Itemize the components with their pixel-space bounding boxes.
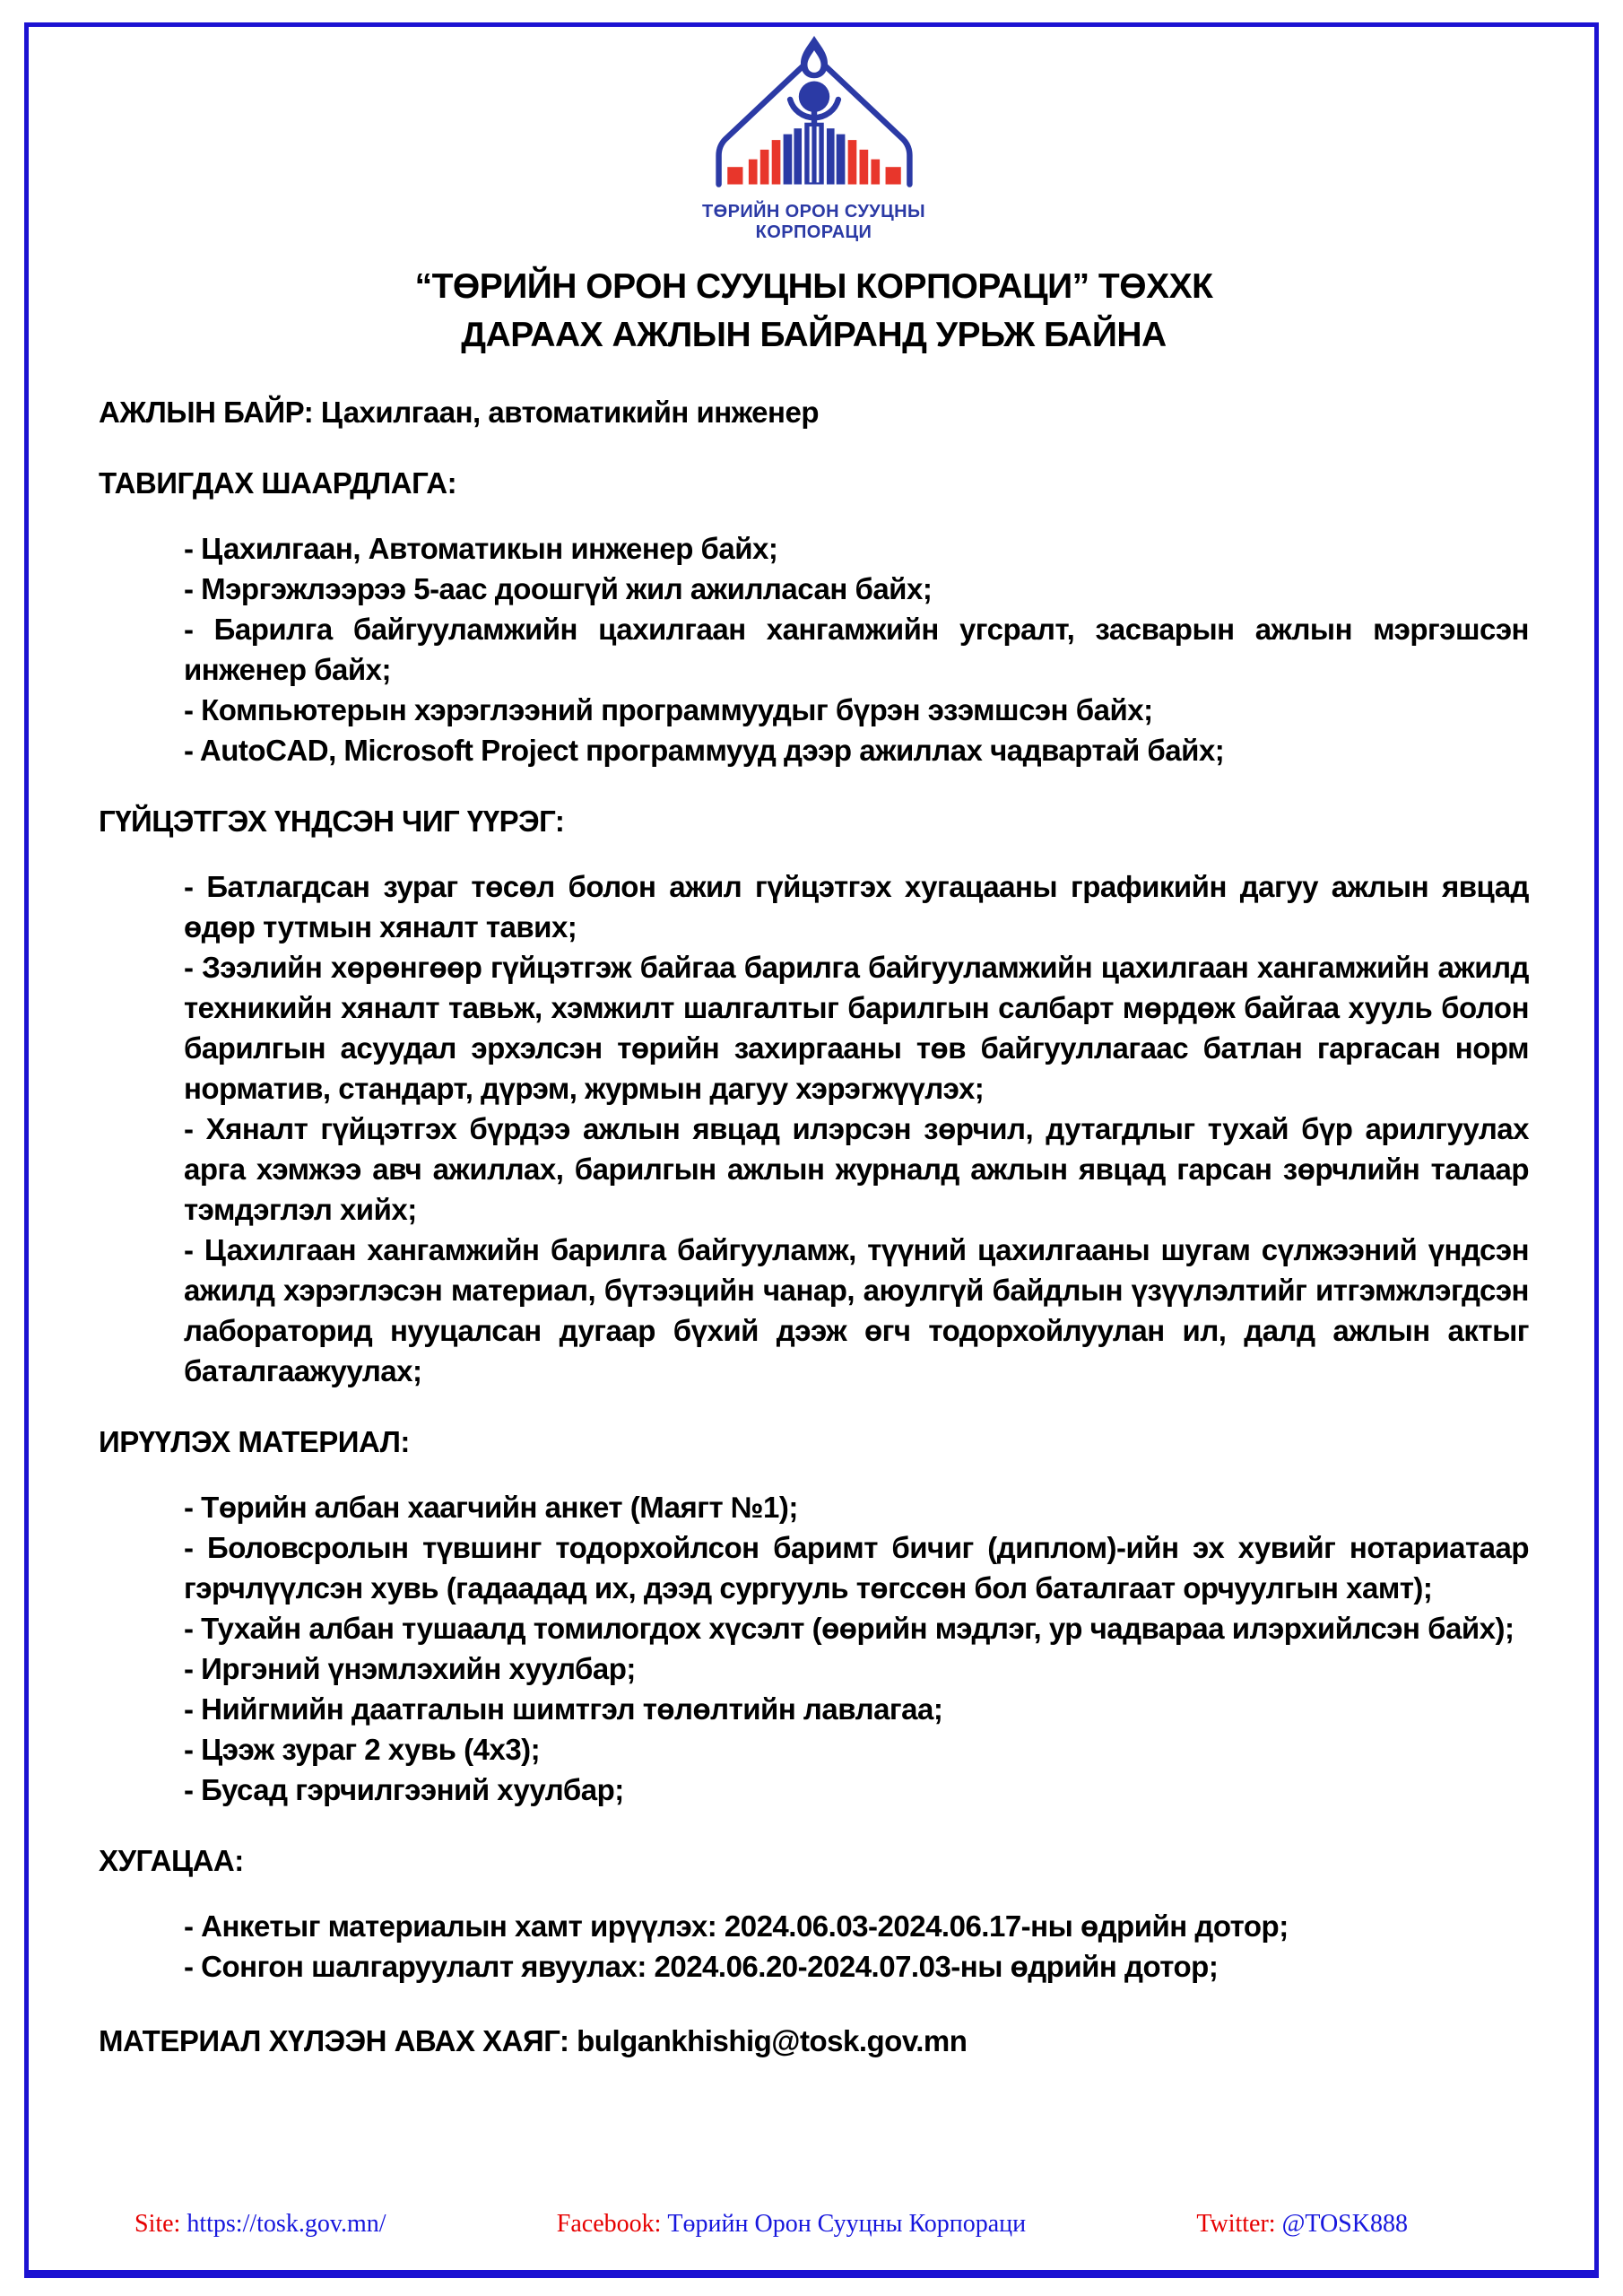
title-line1: “ТӨРИЙН ОРОН СУУЦНЫ КОРПОРАЦИ” ТӨХХК: [414, 267, 1213, 306]
list-item: - Компьютерын хэрэглээний программуудыг бүрэн эзэмшсэн байх;: [184, 693, 1153, 726]
job-position-line: [99, 392, 1529, 432]
list-item: - Бусад гэрчилгээний хуулбар;: [184, 1773, 624, 1806]
site-label: Site:: [135, 2210, 181, 2238]
list-item: - AutoCAD, Microsoft Project программууд дээр ажиллах чадвартай байх;: [184, 734, 1225, 767]
list-item: - Барилга байгууламжийн цахилгаан хангамжийн угсралт, засварын ажлын мэргэшсэн инженер байх;: [184, 613, 1529, 686]
list-item: - Сонгон шалгаруулалт явуулах: 2024.06.20-2024.07.03-ны өдрийн дотор;: [184, 1950, 1219, 1983]
job-position-label: АЖЛЫН БАЙР:: [99, 396, 314, 429]
list-item: - Тухайн албан тушаалд томилогдох хүсэлт (өөрийн мэдлэг, ур чадвараа илэрхийлсэн байх);: [184, 1612, 1515, 1645]
twitter-label: Twitter:: [1196, 2210, 1276, 2238]
section-heading: ГҮЙЦЭТГЭХ ҮНДСЭН ЧИГ ҮҮРЭГ:: [99, 804, 565, 838]
logo-caption-line2: КОРПОРАЦИ: [755, 222, 872, 242]
list-item: - Иргэний үнэмлэхийн хуулбар;: [184, 1652, 636, 1685]
list-item: - Зээлийн хөрөнгөөр гүйцэтгэж байгаа барилга байгууламжийн цахилгаан хангамжийн ажилд техникийн хяналт тавьж, хэмжилт шалгалтыг барилгын салбарт мөрдөж байгаа хууль болон барилгын асуудал эрхэлсэн төрийн захиргааны төв байгууллагаас батлан гаргасан норм норматив, стандарт, дүрэм, журмын дагуу хэрэгжүүлэх;: [184, 951, 1529, 1105]
list-item: - Батлагдсан зураг төсөл болон ажил гүйцэтгэх хугацааны графикийн дагуу ажлын явцад өдөр тутмын хяналт тавих;: [184, 870, 1529, 944]
duties-list: [99, 866, 1529, 1391]
logo-block: [99, 36, 1529, 243]
tosk-logo-icon: [697, 36, 932, 190]
footer-twitter: [1196, 2210, 1408, 2239]
requirements-list: [99, 528, 1529, 770]
materials-list: [99, 1487, 1529, 1810]
footer-site: [135, 2210, 386, 2239]
logo-caption-line1: ТӨРИЙН ОРОН СУУЦНЫ: [702, 202, 925, 222]
list-item: - Хяналт гүйцэтгэх бүрдээ ажлын явцад илэрсэн зөрчил, дутагдлыг тухай бүр арилгуулах арга хэмжээ авч ажиллах, барилгын ажлын журналд ажлын явцад гарсан зөрчлийн талаар тэмдэглэл хийх;: [184, 1112, 1529, 1226]
list-item: - Боловсролын түвшинг тодорхойлсон баримт бичиг (диплом)-ийн эх хувийг нотариатаар гэрчлүүлсэн хувь (гадаадад их, дээд сургууль төгссөн бол баталгаат орчуулгын хамт);: [184, 1531, 1529, 1605]
list-item: - Мэргэжлээрээ 5-аас доошгүй жил ажилласан байх;: [184, 572, 933, 605]
contact-line: [99, 2021, 1529, 2061]
facebook-label: Facebook:: [556, 2210, 662, 2238]
list-item: - Нийгмийн даатгалын шимтгэл төлөлтийн лавлагаа;: [184, 1692, 943, 1726]
footer-facebook: [557, 2210, 1026, 2239]
site-url[interactable]: https://tosk.gov.mn/: [187, 2210, 386, 2238]
footer: [135, 2210, 1408, 2239]
list-item: - Анкетыг материалын хамт ирүүлэх: 2024.06.03-2024.06.17-ны өдрийн дотор;: [184, 1909, 1289, 1943]
page-title: [99, 263, 1529, 360]
twitter-handle[interactable]: @TOSK888: [1281, 2210, 1408, 2238]
deadline-list: [99, 1906, 1529, 1987]
title-line2: ДАРААХ АЖЛЫН БАЙРАНД УРЬЖ БАЙНА: [461, 316, 1167, 354]
section-heading: ХУГАЦАА:: [99, 1844, 244, 1877]
section-heading: ИРҮҮЛЭХ МАТЕРИАЛ:: [99, 1425, 410, 1458]
list-item: - Цахилгаан хангамжийн барилга байгууламж, түүний цахилгааны шугам сүлжээний үндсэн ажилд хэрэглэсэн материал, бүтээцийн чанар, аюулгүй байдлын үзүүлэлтийг итгэмжлэгдсэн лабораторид нууцалсан дугаар бүхий дээж өгч тодорхойлуулан ил, далд ажлын актыг баталгаажуулах;: [184, 1233, 1529, 1387]
facebook-page-name[interactable]: Төрийн Орон Сууцны Корпораци: [667, 2210, 1027, 2238]
section-heading: ТАВИГДАХ ШААРДЛАГА:: [99, 466, 457, 500]
logo-caption: [99, 202, 1529, 243]
list-item: - Төрийн албан хаагчийн анкет (Маягт №1);: [184, 1491, 798, 1524]
job-position-value: Цахилгаан, автоматикийн инженер: [320, 396, 819, 429]
section-requirements: [99, 463, 1529, 770]
list-item: - Цахилгаан, Автоматикын инженер байх;: [184, 532, 778, 565]
list-item: - Цээж зураг 2 хувь (4x3);: [184, 1733, 541, 1766]
section-materials: [99, 1422, 1529, 1810]
contact-email: bulgankhishig@tosk.gov.mn: [577, 2024, 968, 2057]
section-duties: [99, 801, 1529, 1391]
contact-label: МАТЕРИАЛ ХҮЛЭЭН АВАХ ХАЯГ:: [99, 2024, 569, 2057]
section-deadline: [99, 1840, 1529, 1987]
